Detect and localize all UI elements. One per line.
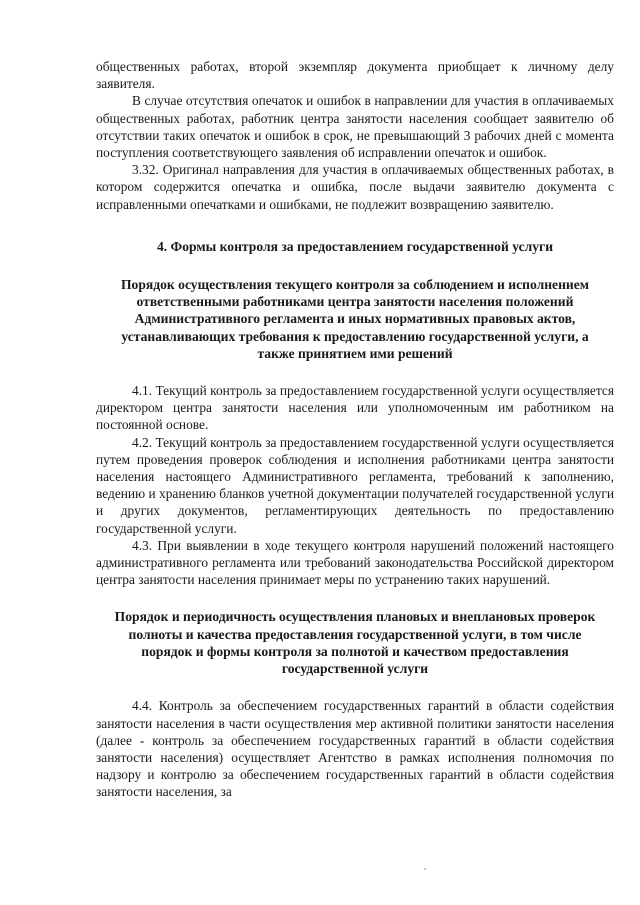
paragraph-continuation: общественных работах, второй экземпляр документа приобщает к личному делу заявителя. xyxy=(96,59,614,92)
paragraph-4-4: 4.4. Контроль за обеспечением государственных гарантий в области содействия занятости населения в части осуществления мер активной политики занятости населения (далее - контроль за обеспечением государственных гарантий в области содействия занятости населения) осуществляет Агентство в рамках исполнения полномочия по надзору и контролю за обеспечением государственных гарантий в области содействия занятости населения, за xyxy=(96,698,614,800)
scan-speck xyxy=(424,868,426,870)
subheading-inspections: Порядок и периодичность осуществления плановых и внеплановых проверок полноты и качества предоставления государственной услуги, в том числе порядок и формы контроля за полнотой и качеством предоставления государственной услуги xyxy=(114,609,596,677)
paragraph-3-32: 3.32. Оригинал направления для участия в оплачиваемых общественных работах, в котором содержится опечатка и ошибка, после выдачи заявителю документа с исправленными опечатками и ошибками, не подлежит возвращению заявителю. xyxy=(96,162,614,212)
paragraph-4-3: 4.3. При выявлении в ходе текущего контроля нарушений положений настоящего административного регламента или требований законодательства Российской директором центра занятости населения принимает меры по устранению таких нарушений. xyxy=(96,537,614,588)
paragraph-no-errors: В случае отсутствия опечаток и ошибок в направлении для участия в оплачиваемых общественных работах, работник центра занятости населения сообщает заявителю об отсутствии таких опечаток и ошибок в срок, не превышающий 3 рабочих дней с момента поступления соответствующего заявления об исправлении опечаток и ошибок. xyxy=(96,93,614,161)
document-page xyxy=(96,58,614,801)
subheading-current-control: Порядок осуществления текущего контроля за соблюдением и исполнением ответственными работниками центра занятости населения положений Административного регламента и иных нормативных правовых актов, устанавливающих требования к предоставлению государственной услуги, а также принятием ими решений xyxy=(120,277,590,361)
paragraph-4-1: 4.1. Текущий контроль за предоставлением государственной услуги осуществляется директором центра занятости населения или уполномоченным им работником на постоянной основе. xyxy=(96,383,614,433)
paragraph-4-2: 4.2. Текущий контроль за предоставлением государственной услуги осуществляется путем проведения проверок соблюдения и исполнения работниками центра занятости населения настоящего Административного регламента, требований к заполнению, ведению и хранению бланков учетной документации получателей государственной услуги и других документов, регламентирующих деятельность по предоставлению государственной услуги. xyxy=(96,434,614,536)
section-heading-4: 4. Формы контроля за предоставлением государственной услуги xyxy=(156,238,554,254)
